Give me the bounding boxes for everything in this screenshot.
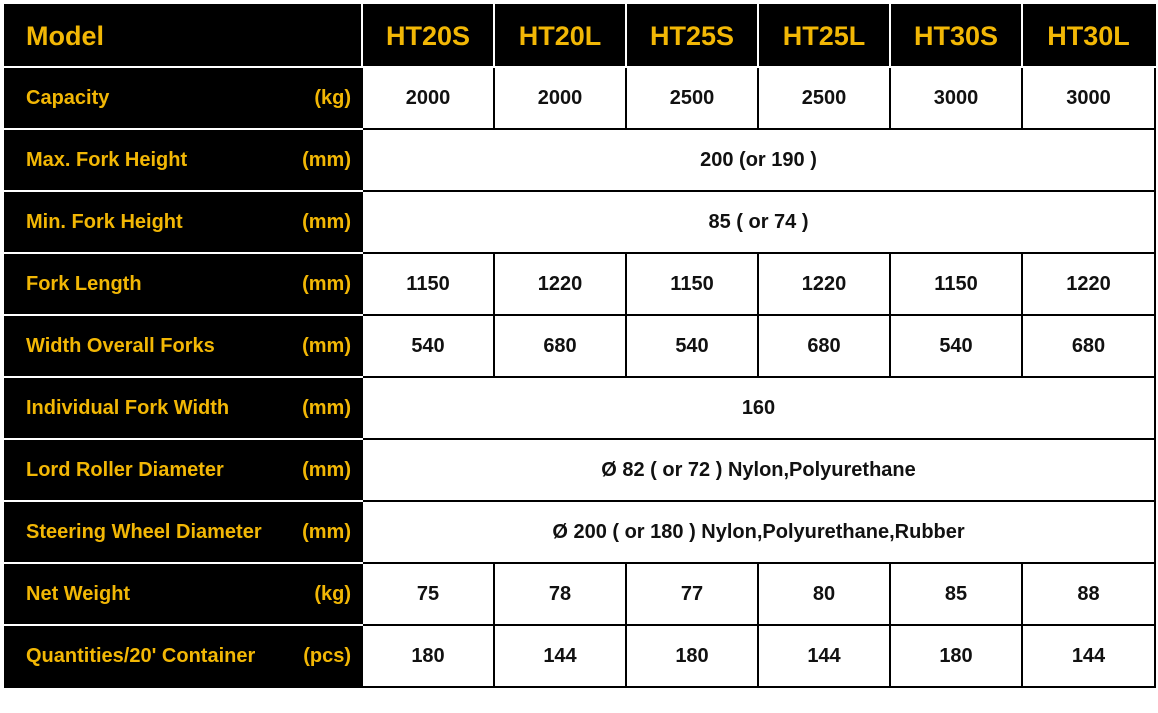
value-cell: 144 [758, 625, 890, 687]
table-row [5, 563, 1155, 625]
merged-value-cell: Ø 200 ( or 180 ) Nylon,Polyurethane,Rubber [362, 501, 1155, 563]
value-cell: 144 [1022, 625, 1155, 687]
value-cell: 80 [758, 563, 890, 625]
value-cell: 3000 [1022, 67, 1155, 129]
value-cell: 2500 [758, 67, 890, 129]
value-cell: 77 [626, 563, 758, 625]
value-cell: 1220 [494, 253, 626, 315]
model-column-header: HT25S [626, 5, 758, 67]
model-column-header: HT20L [494, 5, 626, 67]
table-row [5, 377, 1155, 439]
row-label-cell [5, 439, 362, 501]
value-cell: 1150 [626, 253, 758, 315]
value-cell: 540 [890, 315, 1022, 377]
row-label-cell [5, 67, 362, 129]
value-cell: 1150 [890, 253, 1022, 315]
merged-value-cell: 160 [362, 377, 1155, 439]
row-label-cell [5, 315, 362, 377]
row-unit: (mm) [302, 272, 351, 295]
row-label-cell [5, 253, 362, 315]
value-cell: 180 [626, 625, 758, 687]
value-cell: 680 [494, 315, 626, 377]
model-column-header: HT30S [890, 5, 1022, 67]
table-row [5, 439, 1155, 501]
row-unit: (mm) [302, 520, 351, 543]
row-label-cell [5, 501, 362, 563]
row-label: Net Weight [26, 582, 131, 605]
row-unit: (mm) [302, 396, 351, 419]
row-label: Steering Wheel Diameter [26, 520, 262, 543]
row-label-cell [5, 191, 362, 253]
row-label: Individual Fork Width [26, 396, 230, 419]
value-cell: 78 [494, 563, 626, 625]
value-cell: 540 [362, 315, 494, 377]
table-row [5, 129, 1155, 191]
row-label-cell [5, 377, 362, 439]
value-cell: 680 [758, 315, 890, 377]
row-label-cell [5, 563, 362, 625]
value-cell: 2000 [362, 67, 494, 129]
value-cell: 2500 [626, 67, 758, 129]
value-cell: 1220 [1022, 253, 1155, 315]
value-cell: 144 [494, 625, 626, 687]
value-cell: 85 [890, 563, 1022, 625]
row-label-cell [5, 129, 362, 191]
row-unit: (pcs) [303, 644, 351, 667]
model-column-header: HT20S [362, 5, 494, 67]
value-cell: 1220 [758, 253, 890, 315]
row-label: Max. Fork Height [26, 148, 188, 171]
value-cell: 180 [362, 625, 494, 687]
merged-value-cell: Ø 82 ( or 72 ) Nylon,Polyurethane [362, 439, 1155, 501]
row-label: Fork Length [26, 272, 142, 295]
row-label: Lord Roller Diameter [26, 458, 224, 481]
table-row [5, 625, 1155, 687]
row-label-cell [5, 625, 362, 687]
table-row [5, 501, 1155, 563]
row-unit: (mm) [302, 458, 351, 481]
model-column-header: HT25L [758, 5, 890, 67]
table-row [5, 315, 1155, 377]
table-row [5, 67, 1155, 129]
value-cell: 75 [362, 563, 494, 625]
merged-value-cell: 200 (or 190 ) [362, 129, 1155, 191]
value-cell: 88 [1022, 563, 1155, 625]
value-cell: 680 [1022, 315, 1155, 377]
header-row [5, 5, 1155, 67]
row-label: Capacity [26, 86, 110, 109]
table-row [5, 253, 1155, 315]
model-column-header: HT30L [1022, 5, 1155, 67]
table-row [5, 191, 1155, 253]
value-cell: 3000 [890, 67, 1022, 129]
value-cell: 180 [890, 625, 1022, 687]
row-unit: (mm) [302, 148, 351, 171]
model-header: Model [5, 5, 362, 67]
row-unit: (mm) [302, 334, 351, 357]
value-cell: 1150 [362, 253, 494, 315]
spec-table [4, 4, 1156, 688]
row-label: Quantities/20' Container [26, 644, 256, 667]
row-unit: (mm) [302, 210, 351, 233]
value-cell: 540 [626, 315, 758, 377]
row-label: Width Overall Forks [26, 334, 215, 357]
row-unit: (kg) [314, 582, 351, 605]
row-label: Min. Fork Height [26, 210, 183, 233]
row-unit: (kg) [314, 86, 351, 109]
value-cell: 2000 [494, 67, 626, 129]
merged-value-cell: 85 ( or 74 ) [362, 191, 1155, 253]
